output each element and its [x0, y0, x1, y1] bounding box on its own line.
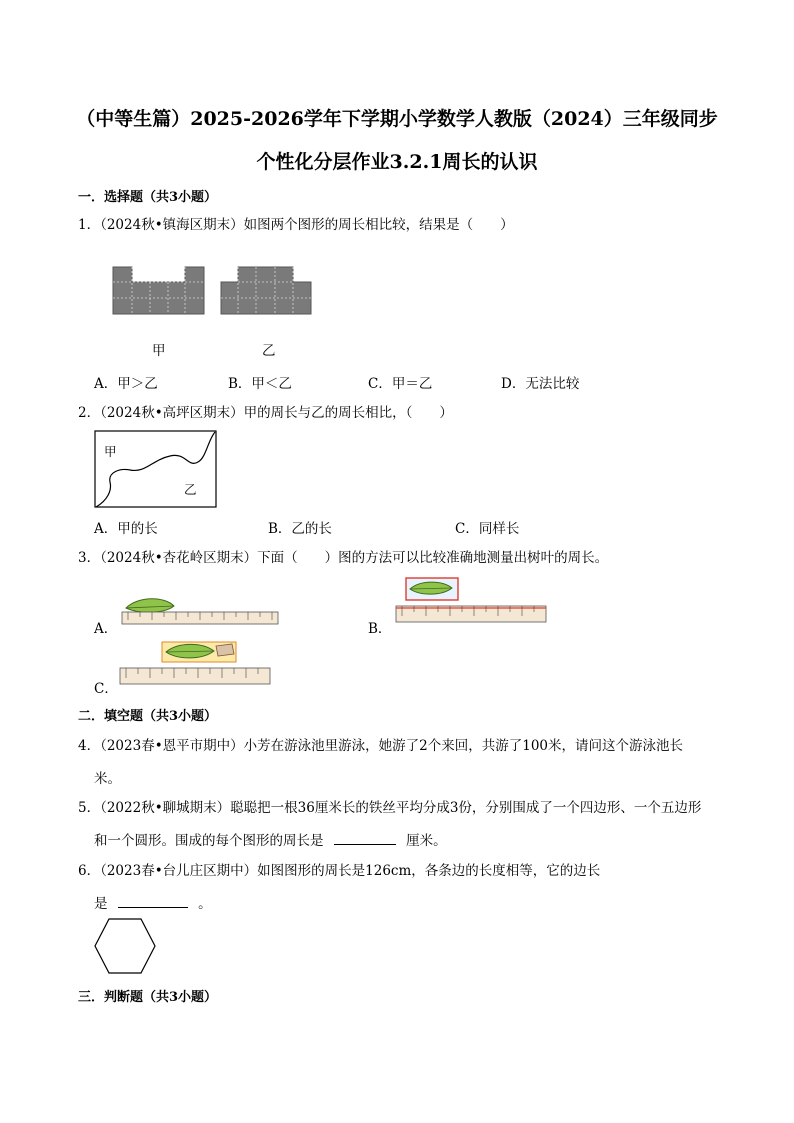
- section-heading-judge: 三．判断题（共3小题）: [78, 990, 218, 1005]
- figure-yi: [221, 267, 311, 314]
- q3-option-c[interactable]: C．: [94, 681, 118, 697]
- question-6-text: 6．（2023春•台儿庄区期中）如图图形的周长是126cm，各条边的长度相等，它的边长: [78, 863, 601, 879]
- question-5-text: 5．（2022秋•聊城期末）聪聪把一根36厘米长的铁丝平均分成3份，分别围成了一个四边形、一个五边形: [78, 800, 702, 816]
- q5-answer-blank[interactable]: [334, 830, 396, 845]
- q6-cont-post: 。: [198, 896, 212, 912]
- q5-cont-post: 厘米。: [406, 833, 447, 849]
- q2-option-a[interactable]: A．甲的长: [94, 521, 158, 537]
- q2-label-yi: 乙: [184, 482, 197, 497]
- q3-figure-c: [118, 640, 274, 688]
- section-heading-choice: 一．选择题（共3小题）: [78, 190, 218, 205]
- q3-figure-a: [120, 598, 280, 628]
- q2-label-jia: 甲: [104, 444, 117, 459]
- question-3-text: 3．（2024秋•杏花岭区期末）下面（ ）图的方法可以比较准确地测量出树叶的周长。: [78, 550, 609, 566]
- q1-option-a[interactable]: A．甲＞乙: [94, 376, 158, 392]
- question-1-text: 1．（2024秋•镇海区期末）如图两个图形的周长相比较，结果是（ ）: [78, 217, 514, 233]
- q3-option-a[interactable]: A．: [94, 621, 118, 637]
- question-4-cont: 米。: [94, 771, 121, 787]
- section-heading-fill: 二．填空题（共3小题）: [78, 709, 218, 724]
- q2-option-c[interactable]: C．同样长: [455, 521, 520, 537]
- question-5-cont: [94, 829, 447, 849]
- question-6-cont: [94, 892, 212, 912]
- figure-jia: [113, 267, 204, 314]
- q1-option-b[interactable]: B．甲＜乙: [228, 376, 292, 392]
- q3-option-b[interactable]: B．: [368, 621, 392, 637]
- q6-answer-blank[interactable]: [118, 893, 188, 908]
- q3-figure-b: [394, 576, 548, 626]
- q1-option-d[interactable]: D．无法比较: [501, 376, 580, 392]
- q6-hexagon-figure: [94, 918, 156, 974]
- page-title: （中等生篇）2025-2026学年下学期小学数学人教版（2024）三年级同步: [76, 108, 718, 130]
- q5-cont-pre: 和一个圆形。围成的每个图形的周长是: [94, 833, 324, 849]
- q1-label-jia: 甲: [152, 343, 166, 359]
- question-4-text: 4．（2023春•恩平市期中）小芳在游泳池里游泳，她游了2个来回，共游了100米，请问这个游泳池长: [78, 738, 684, 754]
- q6-cont-pre: 是: [94, 896, 108, 912]
- q2-option-b[interactable]: B．乙的长: [268, 521, 332, 537]
- question-2-text: 2．（2024秋•高坪区期末）甲的周长与乙的周长相比，（ ）: [78, 405, 453, 421]
- q1-label-yi: 乙: [262, 343, 276, 359]
- page-subtitle: 个性化分层作业3.2.1周长的认识: [256, 151, 538, 173]
- q1-option-c[interactable]: C．甲＝乙: [368, 376, 433, 392]
- q1-figures: [110, 264, 320, 318]
